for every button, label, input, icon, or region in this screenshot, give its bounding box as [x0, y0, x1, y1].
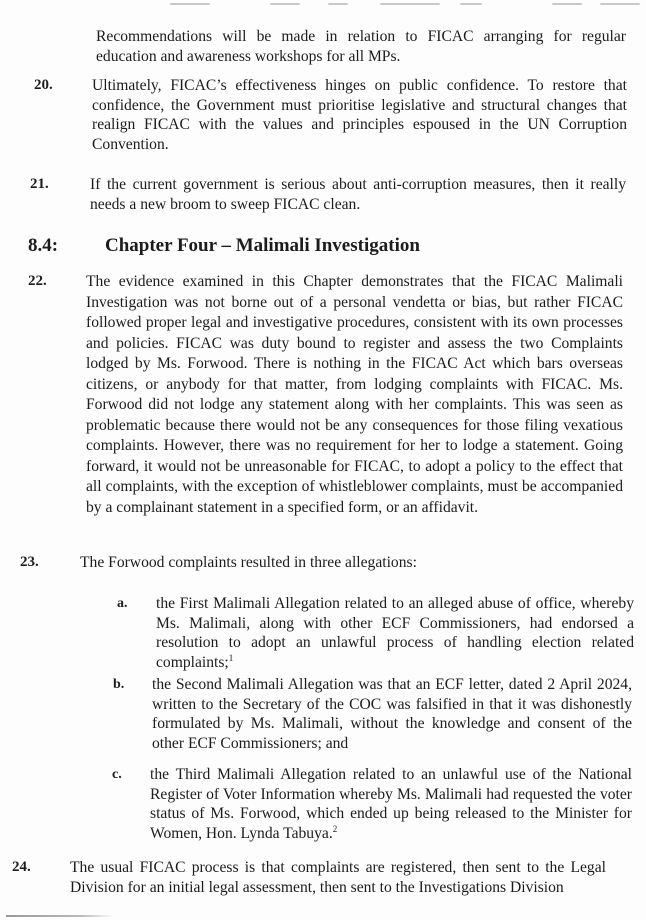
paragraph-number-22: 22.: [28, 273, 47, 289]
sub-item-c: [150, 765, 632, 843]
scan-artifacts: [80, 3, 646, 7]
paragraph-23: The Forwood complaints resulted in three allegations:: [80, 554, 417, 571]
sub-item-b: [152, 675, 632, 753]
paragraph-24: The usual FICAC process is that complaints are registered, then sent to the Legal Division for an initial legal assessment, then sent to the Investigations Division: [70, 859, 606, 896]
paragraph-22: The evidence examined in this Chapter demonstrates that the FICAC Malimali Investigation was not borne out of a personal vendetta or bias, but rather FICAC followed proper legal and investigative procedures, consistent with its own processes and policies. FICAC was duty bound to register and assess the two Complaints lodged by Ms. Forwood. There is nothing in the FICAC Act which bars overseas citizens, or anybody for that matter, from lodging complaints with FICAC. Ms. Forwood did not lodge any statement along with her complaints. This was seen as problematic because there would not be any consequences for those filing vexatious complaints. However, there was no requirement for her to lodge a statement. Going forward, it would not be unreasonable for FICAC, to adopt a policy to the effect that all complaints, with the exception of whistleblower complaints, must be accompanied by a complainant statement in a specified form, or an affidavit.: [86, 273, 623, 516]
intro-paragraph: Recommendations will be made in relation to FICAC arranging for regular education and awareness workshops for all MPs.: [96, 28, 626, 65]
sub-item-c-text: the Third Malimali Allegation related to an unlawful use of the National Register of Voter Information whereby Ms. Malimali had requested the voter status of Ms. Forwood, which ended up being released to the Minister for Women, Hon. Lynda Tabuya.: [150, 766, 632, 842]
sub-item-letter-c: c.: [112, 767, 122, 782]
paragraph-number-24: 24.: [12, 859, 31, 875]
paragraph-number-20: 20.: [34, 77, 53, 93]
footnote-separator: [6, 915, 114, 917]
section-heading: [28, 234, 448, 258]
paragraph-number-21: 21.: [30, 176, 49, 192]
paragraph-20: Ultimately, FICAC’s effectiveness hinges on public confidence. To restore that confidence, the Government must prioritise legislative and structural changes that realign FICAC with the values and principles espoused in the UN Corruption Convention.: [92, 77, 627, 153]
section-number: 8.4:: [28, 235, 59, 256]
footnote-ref-1[interactable]: 1: [228, 652, 234, 663]
sub-item-letter-a: a.: [117, 596, 128, 611]
paragraph-21: If the current government is serious about anti-corruption measures, then it really needs a new broom to sweep FICAC clean.: [90, 176, 626, 213]
sub-item-letter-b: b.: [113, 677, 125, 692]
sub-item-a-text: the First Malimali Allegation related to an alleged abuse of office, whereby Ms. Malimali, along with other ECF Commissioners, had endorsed a resolution to adopt an unlawful process of handling election related complaints;: [156, 595, 634, 671]
paragraph-number-23: 23.: [20, 554, 39, 570]
section-title: Chapter Four – Malimali Investigation: [105, 235, 420, 256]
sub-item-b-text: the Second Malimali Allegation was that an ECF letter, dated 2 April 2024, written to the Secretary of the COC was falsified in that it was dishonestly formulated by Ms. Malimali, without the knowledge and consent of the other ECF Commissioners; and: [152, 676, 632, 752]
sub-item-a: [156, 594, 634, 672]
footnote-ref-2[interactable]: 2: [332, 823, 338, 834]
